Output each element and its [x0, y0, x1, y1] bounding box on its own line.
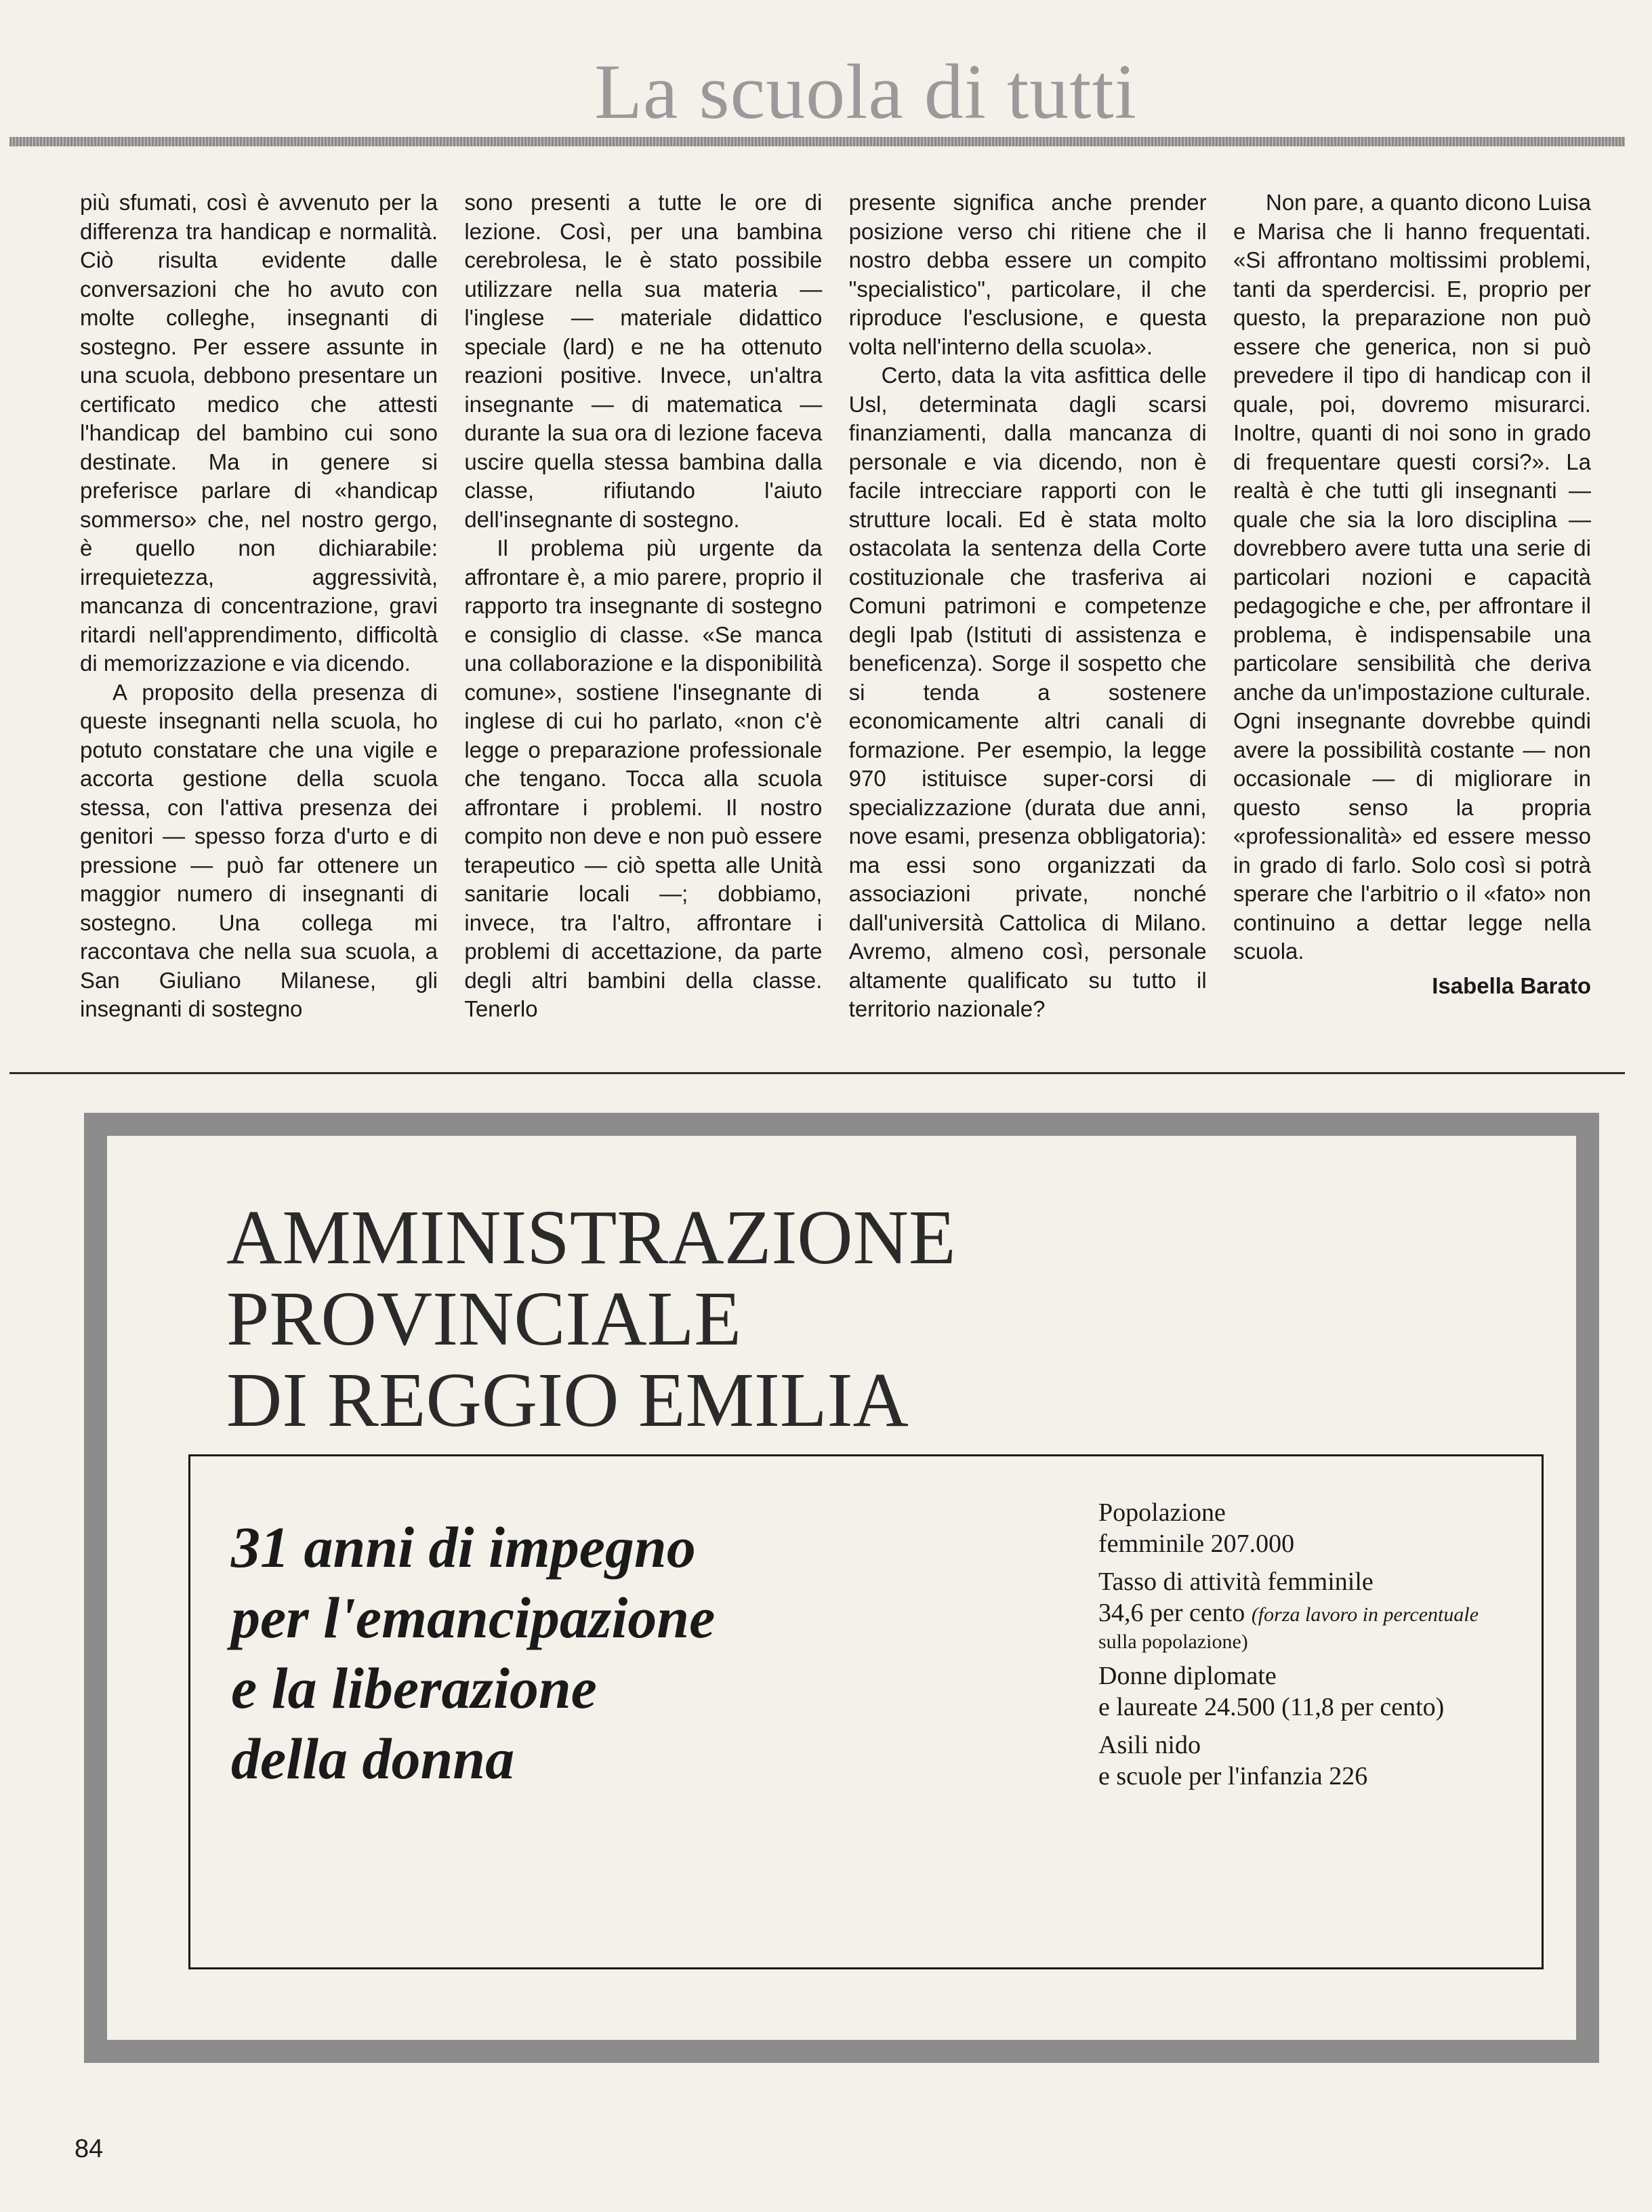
slogan-line: e la liberazione: [231, 1656, 597, 1721]
stat-label: Popolazione: [1098, 1498, 1226, 1527]
article-column-3: [849, 188, 1207, 1024]
ad-slogan: [231, 1512, 715, 1794]
stat-note-continued: sulla popolazione): [1098, 1631, 1248, 1653]
slogan-line: per l'emancipazione: [231, 1585, 716, 1650]
paragraph: Il problema più urgente da affrontare è, a mio parere, proprio il rapporto tra insegnante di sostegno e consiglio di classe. «Se manca una collaborazione e la disponibilità comune», sostiene l'insegnante di inglese di cui ho parlato, «non c'è legge o preparazione professionale che tengano. Tocca alla scuola affrontare i problemi. Il nostro compito non deve e non può essere terapeutico — ciò spetta alle Unità sanitarie locali —; dobbiamo, invece, tra l'altro, affrontare i problemi di accettazione, da parte degli altri bambini della classe. Tenerlo: [464, 535, 823, 1021]
paragraph: A proposito della presenza di queste insegnanti nella scuola, ho potuto constatare che una vigile e accorta gestione della scuola stessa, con l'attiva presenza dei genitori — spesso forza d'urto e di pressione — può far ottenere un maggior numero di insegnanti di sostegno. Una collega mi raccontava che nella sua scuola, a San Giuliano Milanese, gli insegnanti di sostegno: [80, 679, 438, 1021]
paragraph: più sfumati, così è avvenuto per la differenza tra handicap e normalità. Ciò risulta evidente dalle conversazioni che ho avuto con molte colleghe, insegnanti di sostegno. Per essere assunte in una scuola, debbono presentare un certificato medico che attesti l'handicap del bambino cui sono destinate. Ma in genere si preferisce parlare di «handicap sommerso» che, nel nostro gergo, è quello non dichiarabile: irrequietezza, aggressività, mancanza di concentrazione, gravi ritardi nell'apprendimento, difficoltà di memorizzazione e via dicendo.: [80, 190, 438, 676]
stat-value: femminile 207.000: [1098, 1530, 1295, 1558]
ad-title-line: PROVINCIALE: [226, 1275, 741, 1361]
stat-activity-rate: [1098, 1566, 1539, 1654]
ad-content-box: [188, 1454, 1544, 1969]
stat-note: (forza lavoro in percentuale: [1251, 1603, 1479, 1626]
advertisement-inner: [107, 1136, 1576, 2040]
ad-stats: [1098, 1497, 1539, 1799]
paragraph: sono presenti a tutte le ore di lezione. Così, per una bambina cerebrolesa, le è stato possibile utilizzare nella sua materia — l'inglese — materiale didattico speciale (lard) e ne ha ottenuto reazioni positive. Invece, un'altra insegnante — di matematica — durante la sua ora di lezione faceva uscire quella stessa bambina dalla classe, rifiutando l'aiuto dell'insegnante di sostegno.: [464, 190, 823, 532]
page-header-title: La scuola di tutti: [594, 49, 1137, 136]
paragraph: Certo, data la vita asfittica delle Usl, determinata dagli scarsi finanziamenti, dalla mancanza di personale e via dicendo, non è facile intrecciare rapporti con le strutture locali. Ed è stata molto ostacolata la sentenza della Corte costituzionale che trasferiva ai Comuni patrimoni e competenze degli Ipab (Istituti di assistenza e beneficenza). Sorge il sospetto che si tenda a sostenere economicamente altri canali di formazione. Per esempio, la legge 970 istituisce super-corsi di specializzazione (durata due anni, nove esami, presenza obbligatoria): ma essi sono organizzati da associazioni private, nonché dall'università Cattolica di Milano. Avremo, almeno così, personale altamente qualificato su tutto il territorio nazionale?: [848, 363, 1207, 1021]
stat-value-line: [1098, 1597, 1539, 1631]
ad-title-line: DI REGGIO EMILIA: [226, 1357, 909, 1443]
ad-title: [226, 1194, 956, 1443]
stat-nurseries: [1098, 1729, 1539, 1792]
ad-title-line: AMMINISTRAZIONE: [226, 1194, 956, 1280]
slogan-line: 31 anni di impegno: [231, 1515, 696, 1580]
slogan-line: della donna: [231, 1726, 515, 1791]
stat-population: [1098, 1497, 1539, 1559]
stat-value: e scuole per l'infanzia 226: [1098, 1762, 1368, 1790]
stat-value: e laureate 24.500 (11,8 per cento): [1098, 1693, 1445, 1721]
article-column-1: [80, 188, 438, 1024]
stat-label: Tasso di attività femminile: [1098, 1568, 1374, 1596]
stat-value: 34,6 per cento: [1098, 1599, 1245, 1627]
paragraph: Non pare, a quanto dicono Luisa e Marisa che li hanno frequentati. «Si affrontano moltissimi problemi, tanti da sperdercisi. E, proprio per questo, la preparazione non può essere che generica, non si può prevedere il tipo di handicap con il quale, poi, dovremo misurarci. Inoltre, quanti di noi sono in grado di frequentare questi corsi?». La realtà è che tutti gli insegnanti — quale che sia la loro disciplina — dovrebbero avere tutta una serie di particolari nozioni e capacità pedagogiche e che, per affrontare il problema, è indispensabile una particolare sensibilità che deriva anche da un'impostazione culturale. Ogni insegnante dovrebbe quindi avere la possibilità costante — non occasionale — di migliorare in questo senso la propria «professionalità» ed essere messo in grado di farlo. Solo così si potrà sperare che l'arbitrio o il «fato» non continuino a dettar legge nella scuola.: [1233, 190, 1591, 964]
stat-label: Donne diplomate: [1098, 1662, 1277, 1690]
article-column-4: [1233, 188, 1591, 1024]
article-column-2: [464, 188, 822, 1024]
section-divider: [9, 1072, 1625, 1074]
paragraph: presente significa anche prender posizione verso chi ritiene che il nostro debba essere un compito "specialistico", particolare, il che riproduce l'esclusione, e questa volta nell'interno della scuola».: [848, 190, 1207, 359]
author-signature: Isabella Barato: [1432, 972, 1591, 998]
stat-graduates: [1098, 1660, 1539, 1723]
advertisement: [84, 1113, 1599, 2063]
page-number: 84: [75, 2135, 104, 2163]
article: [80, 188, 1591, 1024]
header-rule: [9, 137, 1625, 146]
stat-label: Asili nido: [1098, 1731, 1201, 1759]
